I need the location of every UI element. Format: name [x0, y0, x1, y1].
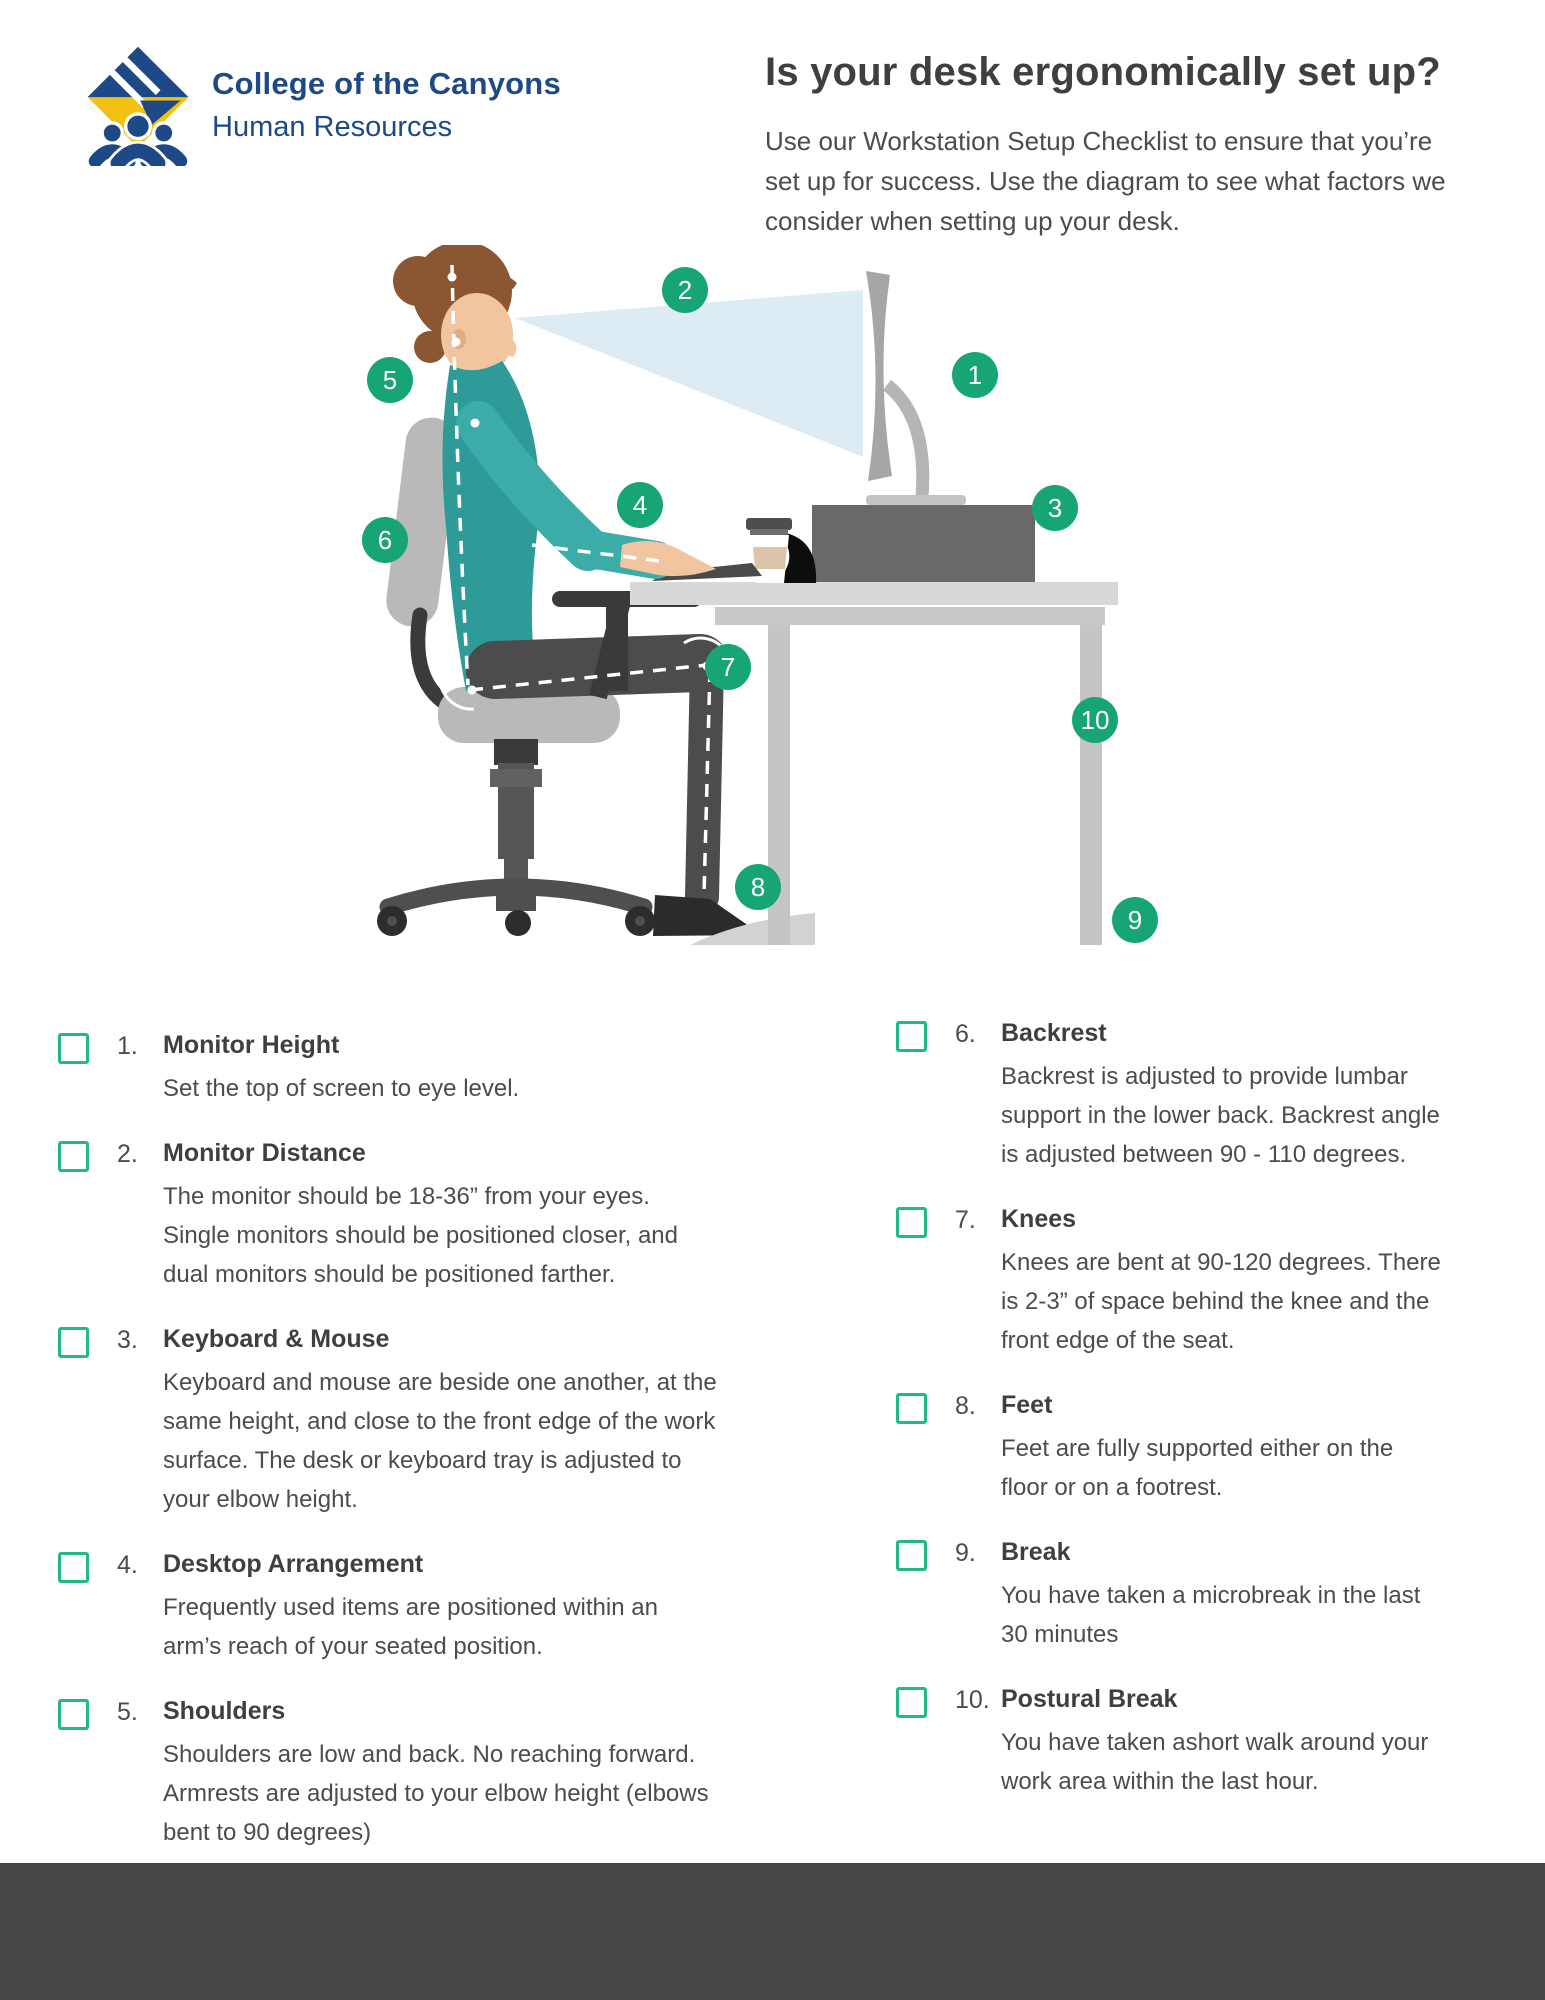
diagram-badge-1: 1 [952, 352, 998, 398]
checklist-item [58, 1028, 718, 1108]
sight-line-cone [515, 290, 863, 457]
item-title: Knees [1001, 1205, 1077, 1233]
item-title: Postural Break [1001, 1685, 1178, 1713]
item-checkbox[interactable] [896, 1540, 927, 1571]
item-number: 8. [955, 1392, 976, 1420]
page-subtitle: Use our Workstation Setup Checklist to ensure that you’re set up for success. Use the diagram to see what factors we consider when setting up your desk. [765, 126, 1446, 236]
item-description: Frequently used items are positioned within an arm’s reach of your seated position. [163, 1594, 658, 1660]
item-checkbox[interactable] [58, 1327, 89, 1358]
item-description: Keyboard and mouse are beside one another, at the same height, and close to the front edge of the work surface. The desk or keyboard tray is adjusted to your elbow height. [163, 1369, 717, 1513]
item-checkbox[interactable] [896, 1393, 927, 1424]
diagram-badge-9: 9 [1112, 897, 1158, 943]
checklist-item [58, 1547, 718, 1666]
checklist-item [58, 1694, 718, 1852]
item-checkbox[interactable] [58, 1552, 89, 1583]
diagram-badge-10: 10 [1072, 697, 1118, 743]
diagram-badge-8: 8 [735, 864, 781, 910]
diagram-badge-3: 3 [1032, 485, 1078, 531]
diagram-badge-6: 6 [362, 517, 408, 563]
item-description: The monitor should be 18-36” from your eyes. Single monitors should be positioned closer, and dual monitors should be positioned farther. [163, 1183, 678, 1288]
checklist-item [896, 1535, 1536, 1654]
item-number: 5. [117, 1698, 138, 1726]
item-number: 9. [955, 1539, 976, 1567]
monitor-riser [812, 505, 1035, 582]
logo-name: College of the Canyons [212, 66, 561, 101]
item-description: Feet are fully supported either on the floor or on a footrest. [1001, 1435, 1394, 1501]
logo [82, 44, 561, 166]
item-description: You have taken a microbreak in the last 30 minutes [1001, 1582, 1421, 1648]
diagram-badge-5: 5 [367, 357, 413, 403]
item-number: 7. [955, 1206, 976, 1234]
item-number: 2. [117, 1140, 138, 1168]
item-checkbox[interactable] [58, 1699, 89, 1730]
item-number: 6. [955, 1020, 976, 1048]
diagram-badge-4: 4 [617, 482, 663, 528]
item-checkbox[interactable] [58, 1141, 89, 1172]
item-checkbox[interactable] [58, 1033, 89, 1064]
item-checkbox[interactable] [896, 1207, 927, 1238]
footer-bar [0, 1863, 1545, 2000]
item-description: Backrest is adjusted to provide lumbar support in the lower back. Backrest angle is adjusted between 90 - 110 degrees. [1001, 1063, 1440, 1168]
item-title: Backrest [1001, 1019, 1107, 1047]
checklist-item [58, 1136, 718, 1294]
diagram-badge-2: 2 [662, 267, 708, 313]
item-description: Set the top of screen to eye level. [163, 1075, 520, 1102]
item-checkbox[interactable] [896, 1021, 927, 1052]
item-title: Break [1001, 1538, 1071, 1566]
item-title: Monitor Distance [163, 1139, 366, 1167]
page-title: Is your desk ergonomically set up? [765, 50, 1441, 94]
item-title: Keyboard & Mouse [163, 1325, 390, 1353]
checklist-column-right [896, 1016, 1536, 1829]
checklist-column-left [58, 1028, 718, 1880]
item-number: 1. [117, 1032, 138, 1060]
checklist-item [896, 1388, 1536, 1507]
diagram-badge-7: 7 [705, 644, 751, 690]
item-description: Shoulders are low and back. No reaching forward. Armrests are adjusted to your elbow height (elbows bent to 90 degrees) [163, 1741, 709, 1846]
item-title: Desktop Arrangement [163, 1550, 424, 1578]
checklist-item [58, 1322, 718, 1519]
header [765, 50, 1475, 241]
checklist-item [896, 1016, 1536, 1174]
item-title: Monitor Height [163, 1031, 340, 1059]
item-title: Feet [1001, 1391, 1053, 1419]
item-checkbox[interactable] [896, 1687, 927, 1718]
item-title: Shoulders [163, 1697, 286, 1725]
item-description: Knees are bent at 90-120 degrees. There is 2-3” of space behind the knee and the front edge of the seat. [1001, 1249, 1441, 1354]
item-number: 4. [117, 1551, 138, 1579]
workstation-diagram-illustration [270, 245, 1170, 965]
item-number: 3. [117, 1326, 138, 1354]
item-description: You have taken ashort walk around your work area within the last hour. [1001, 1729, 1429, 1795]
checklist-item [896, 1202, 1536, 1360]
college-logo-icon [82, 44, 194, 166]
logo-department: Human Resources [212, 111, 453, 143]
item-number: 10. [955, 1686, 990, 1714]
checklist-item [896, 1682, 1536, 1801]
monitor [866, 271, 966, 505]
